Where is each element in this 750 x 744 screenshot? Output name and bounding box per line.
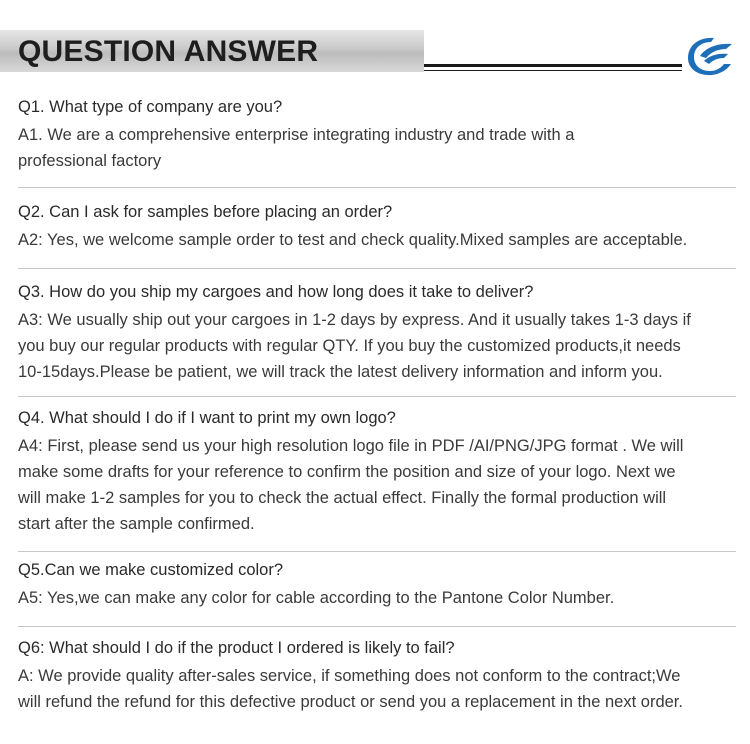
faq-answer [18, 663, 740, 715]
faq-divider [18, 626, 736, 627]
page-header [0, 0, 750, 84]
answer-line: will refund the refund for this defective product or send you a replacement in the next order. [18, 693, 683, 711]
faq-divider [18, 268, 736, 269]
faq-answer [18, 122, 740, 174]
answer-line: A5: Yes,we can make any color for cable according to the Pantone Color Number. [18, 589, 615, 607]
faq-divider [18, 396, 736, 397]
faq-answer [18, 227, 740, 253]
faq-item-3 [0, 281, 750, 385]
answer-line: A4: First, please send us your high resolution logo file in PDF /AI/PNG/JPG format . We will [18, 437, 684, 455]
faq-divider [18, 187, 736, 188]
header-rule-thick [424, 64, 682, 67]
faq-question: Q2. Can I ask for samples before placing an order? [18, 203, 393, 221]
faq-item-1 [0, 96, 750, 174]
faq-item-2 [0, 201, 750, 253]
faq-question: Q5.Can we make customized color? [18, 561, 284, 579]
answer-line: will make 1-2 samples for you to check the actual effect. Finally the formal production will [18, 489, 667, 507]
faq-answer [18, 433, 740, 537]
faq-item-6 [0, 637, 750, 715]
answer-line: A: We provide quality after-sales service, if something does not conform to the contract;We [18, 667, 681, 685]
faq-item-4 [0, 407, 750, 537]
header-rule-thin [424, 70, 682, 71]
answer-line: 10-15days.Please be patient, we will track the latest delivery information and inform you. [18, 363, 663, 381]
answer-line: you buy our regular products with regular QTY. If you buy the customized products,it needs [18, 337, 681, 355]
faq-item-5 [0, 559, 750, 611]
faq-answer [18, 585, 740, 611]
answer-line: start after the sample confirmed. [18, 515, 255, 533]
answer-line: professional factory [18, 152, 162, 170]
faq-question: Q4. What should I do if I want to print my own logo? [18, 409, 396, 427]
faq-question: Q1. What type of company are you? [18, 98, 283, 116]
answer-line: A3: We usually ship out your cargoes in 1-2 days by express. And it usually takes 1-3 days if [18, 311, 691, 329]
faq-answer [18, 307, 740, 385]
page-title: QUESTION ANSWER [18, 35, 319, 68]
company-logo-icon [684, 34, 736, 78]
faq-question: Q6: What should I do if the product I ordered is likely to fail? [18, 639, 455, 657]
answer-line: A2: Yes, we welcome sample order to test and check quality.Mixed samples are acceptable. [18, 231, 688, 249]
faq-divider [18, 551, 736, 552]
answer-line: A1. We are a comprehensive enterprise integrating industry and trade with a [18, 126, 575, 144]
faq-question: Q3. How do you ship my cargoes and how long does it take to deliver? [18, 283, 534, 301]
answer-line: make some drafts for your reference to confirm the position and size of your logo. Next we [18, 463, 676, 481]
